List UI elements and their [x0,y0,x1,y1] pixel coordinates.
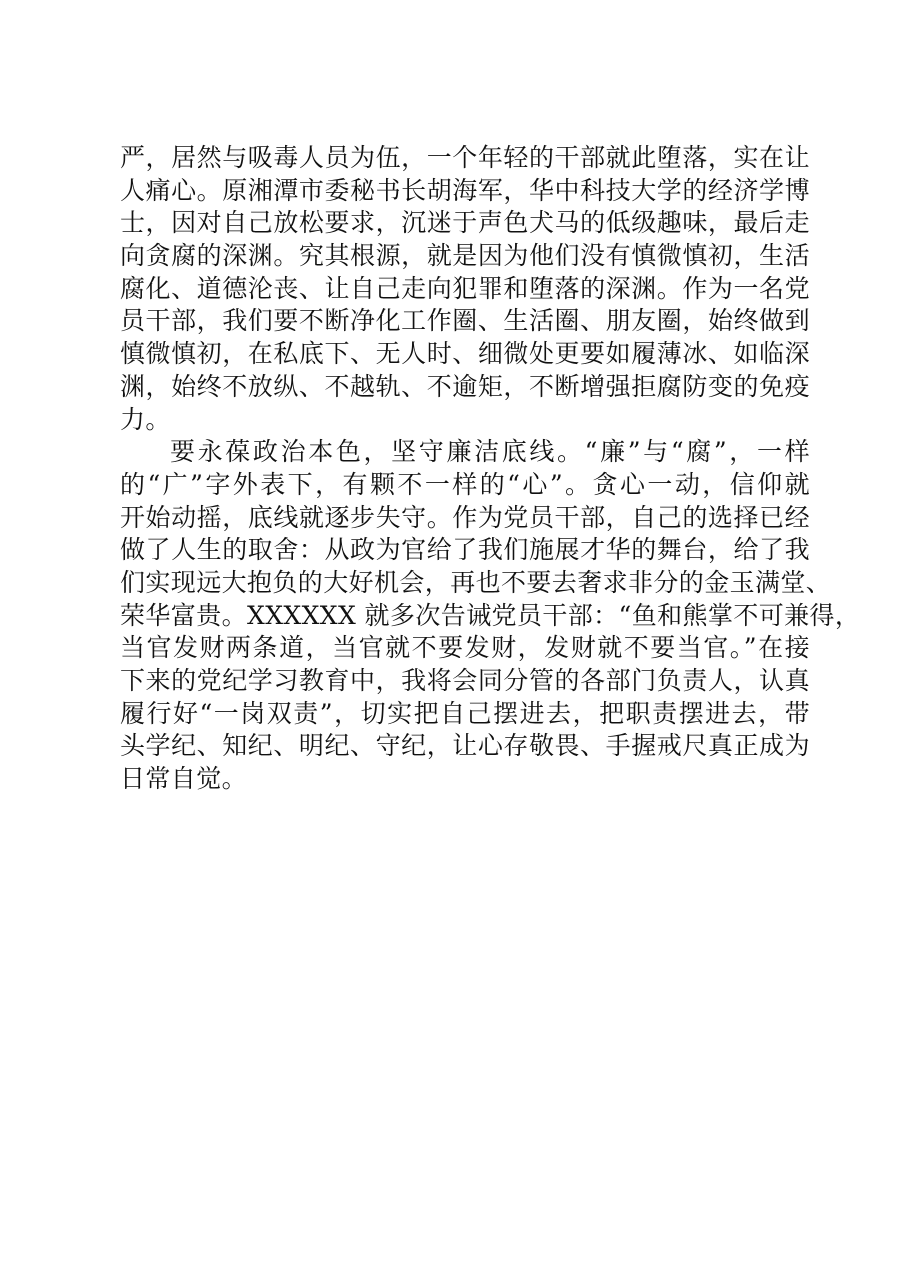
text-line: 渊，始终不放纵、不越轨、不逾矩，不断增强拒腐防变的免疫 [120,371,810,401]
text-line: 严，居然与吸毒人员为伍，一个年轻的干部就此堕落，实在让 [120,143,810,172]
text-line: 日常自觉。 [120,764,248,794]
text-line: 荣华富贵。XXXXXX 就多次告诫党员干部：“鱼和熊掌不可兼得， [120,600,861,630]
text-line: 员干部，我们要不断净化工作圈、生活圈、朋友圈，始终做到 [120,306,810,336]
text-line: 下来的党纪学习教育中，我将会同分管的各部门负责人，认真 [120,666,810,695]
text-line: 士，因对自己放松要求，沉迷于声色犬马的低级趣味，最后走 [120,208,810,238]
document-body [120,142,861,796]
text-line: 人痛心。原湘潭市委秘书长胡海军，华中科技大学的经济学博 [120,175,810,205]
text-line: 做了人生的取舍：从政为官给了我们施展才华的舞台，给了我 [120,535,810,565]
paragraph-first-line: 要永葆政治本色，坚守廉洁底线。“廉”与“腐”，一样 [170,437,810,467]
text-line: 向贪腐的深渊。究其根源，就是因为他们没有慎微慎初，生活 [120,241,810,271]
text-line: 当官发财两条道，当官就不要发财，发财就不要当官。”在接 [120,633,810,663]
text-line: 力。 [120,404,171,434]
text-line: 履行好“一岗双责”，切实把自己摆进去，把职责摆进去，带 [120,698,810,728]
text-line: 慎微慎初，在私底下、无人时、细微处更要如履薄冰、如临深 [120,339,810,369]
text-line: 的“广”字外表下，有颗不一样的“心”。贪心一动，信仰就 [120,469,810,499]
text-line: 腐化、道德沦丧、让自己走向犯罪和堕落的深渊。作为一名党 [120,273,810,303]
text-line: 头学纪、知纪、明纪、守纪，让心存敬畏、手握戒尺真正成为 [120,731,810,761]
text-line: 开始动摇，底线就逐步失守。作为党员干部，自己的选择已经 [120,502,810,532]
text-line: 们实现远大抱负的大好机会，再也不要去奢求非分的金玉满堂、 [120,567,832,597]
